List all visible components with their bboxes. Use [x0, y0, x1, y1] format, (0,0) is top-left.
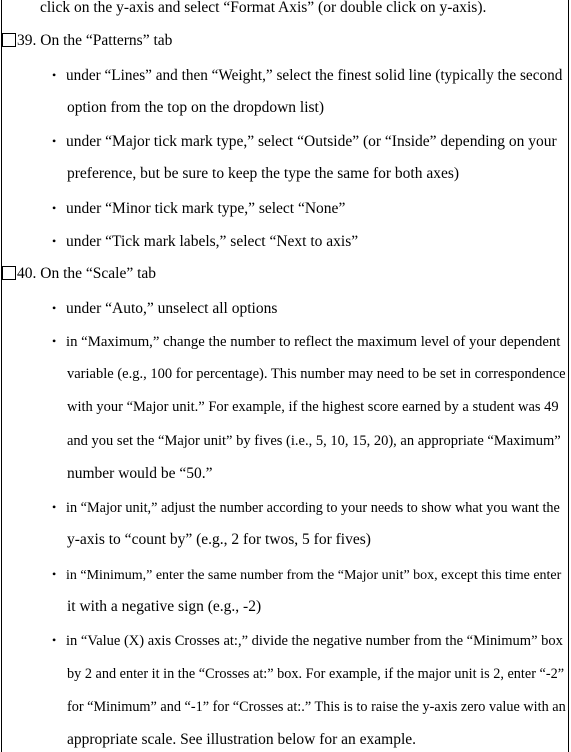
list-item-continuation: appropriate scale. See illustration below for an example.	[67, 731, 417, 748]
list-item-text: under “Minor tick mark type,” select “None”	[66, 199, 346, 217]
bullet-icon: •	[52, 67, 57, 82]
list-item-text: in “Major unit,” adjust the number according to your needs to show what you want the	[66, 500, 560, 517]
list-item-continuation: preference, but be sure to keep the type the same for both axes)	[67, 165, 460, 183]
list-item	[52, 231, 358, 252]
right-border-line	[568, 0, 569, 752]
list-item-text: under “Major tick mark type,” select “Outside” (or “Inside” depending on your	[66, 133, 557, 151]
list-item-continuation: y-axis to “count by” (e.g., 2 for twos, 5 for fives)	[67, 531, 371, 549]
bullet-icon: •	[52, 300, 57, 315]
left-border-line	[1, 0, 2, 752]
intro-text: click on the y-axis and select “Format Axis” (or double click on y-axis).	[40, 0, 487, 16]
list-item-text: in “Value (X) axis Crosses at:,” divide the negative number from the “Minimum” box	[66, 633, 563, 650]
bullet-icon: •	[52, 633, 57, 648]
list-item-text: under “Tick mark labels,” select “Next to axis”	[66, 232, 359, 250]
list-item	[52, 131, 557, 152]
list-item-continuation: for “Minimum” and “-1” for “Crosses at:.” This is to raise the y-axis zero value with an	[67, 698, 566, 715]
bullet-icon: •	[52, 200, 57, 215]
step-40-label: 40. On the “Scale” tab	[17, 265, 157, 283]
bullet-icon: •	[52, 134, 57, 149]
step-39-label: 39. On the “Patterns” tab	[17, 32, 173, 50]
step-39	[0, 31, 172, 51]
list-item	[52, 65, 562, 86]
list-item	[52, 198, 345, 219]
list-item-continuation: variable (e.g., 100 for percentage). This number may need to be set in correspondence	[67, 366, 566, 382]
list-item	[52, 497, 560, 518]
list-item	[52, 298, 277, 319]
list-item-text: under “Auto,” unselect all options	[66, 299, 278, 317]
list-item-continuation: number would be “50.”	[67, 464, 213, 482]
list-item	[52, 331, 560, 352]
list-item-continuation: with your “Major unit.” For example, if the highest score earned by a student was 49	[67, 399, 559, 416]
list-item	[52, 630, 563, 651]
list-item-continuation: and you set the “Major unit” by fives (i.e., 5, 10, 15, 20), an appropriate “Maximum”	[67, 432, 561, 449]
step-40	[0, 264, 156, 284]
step-40-checkbox[interactable]	[2, 266, 16, 280]
list-item-continuation: option from the top on the dropdown list)	[67, 98, 325, 116]
list-item	[52, 564, 561, 586]
bullet-icon: •	[52, 566, 57, 581]
list-item-continuation: it with a negative sign (e.g., -2)	[67, 597, 262, 615]
list-item-text: under “Lines” and then “Weight,” select the finest solid line (typically the second	[66, 66, 563, 84]
bullet-icon: •	[52, 233, 57, 248]
list-item-text: in “Maximum,” change the number to reflect the maximum level of your dependent	[66, 333, 561, 350]
bullet-icon: •	[52, 333, 57, 348]
list-item-continuation: by 2 and enter it in the “Crosses at:” box. For example, if the major unit is 2, enter “-2”	[67, 665, 565, 682]
bullet-icon: •	[52, 500, 57, 515]
list-item-text: in “Minimum,” enter the same number from the “Major unit” box, except this time enter	[66, 567, 562, 583]
step-39-checkbox[interactable]	[2, 33, 16, 47]
